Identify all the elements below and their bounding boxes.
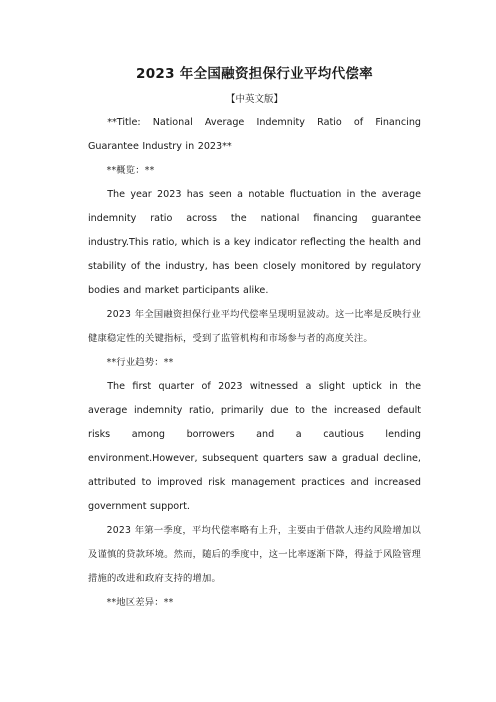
document-subtitle: 【中英文版】	[225, 94, 283, 105]
industry-trend-heading: **行业趋势：**	[106, 357, 174, 368]
regional-difference-heading: **地区差异：**	[106, 597, 174, 608]
industry-trend-paragraph-en: The first quarter of 2023 witnessed a slight uptick in the average indemnity ratio, primarily due to the increased default risks among borrowers and a cautious lending environment.However, subsequent quarters saw a gradual decline, attributed to improved risk management practices and increased government support.	[88, 381, 421, 512]
english-title-paragraph: **Title: National Average Indemnity Ratio of Financing Guarantee Industry in 2023**	[88, 117, 421, 152]
industry-trend-paragraph-cn: 2023 年第一季度，平均代偿率略有上升，主要由于借款人违约风险增加以及谨慎的贷款环境。然而，随后的季度中，这一比率逐渐下降，得益于风险管理措施的改进和政府支持的增加。	[88, 525, 421, 584]
overview-paragraph-cn: 2023 年全国融资担保行业平均代偿率呈现明显波动。这一比率是反映行业健康稳定性的关键指标，受到了监管机构和市场参与者的高度关注。	[88, 309, 421, 344]
overview-paragraph-en: The year 2023 has seen a notable fluctuation in the average indemnity ratio across the national financing guarantee industry.This ratio, which is a key indicator reflecting the health and stability of the industry, has been closely monitored by regulatory bodies and market participants alike.	[88, 189, 421, 296]
overview-heading: **概览：**	[106, 165, 155, 176]
document-title: 2023 年全国融资担保行业平均代偿率	[136, 66, 373, 82]
